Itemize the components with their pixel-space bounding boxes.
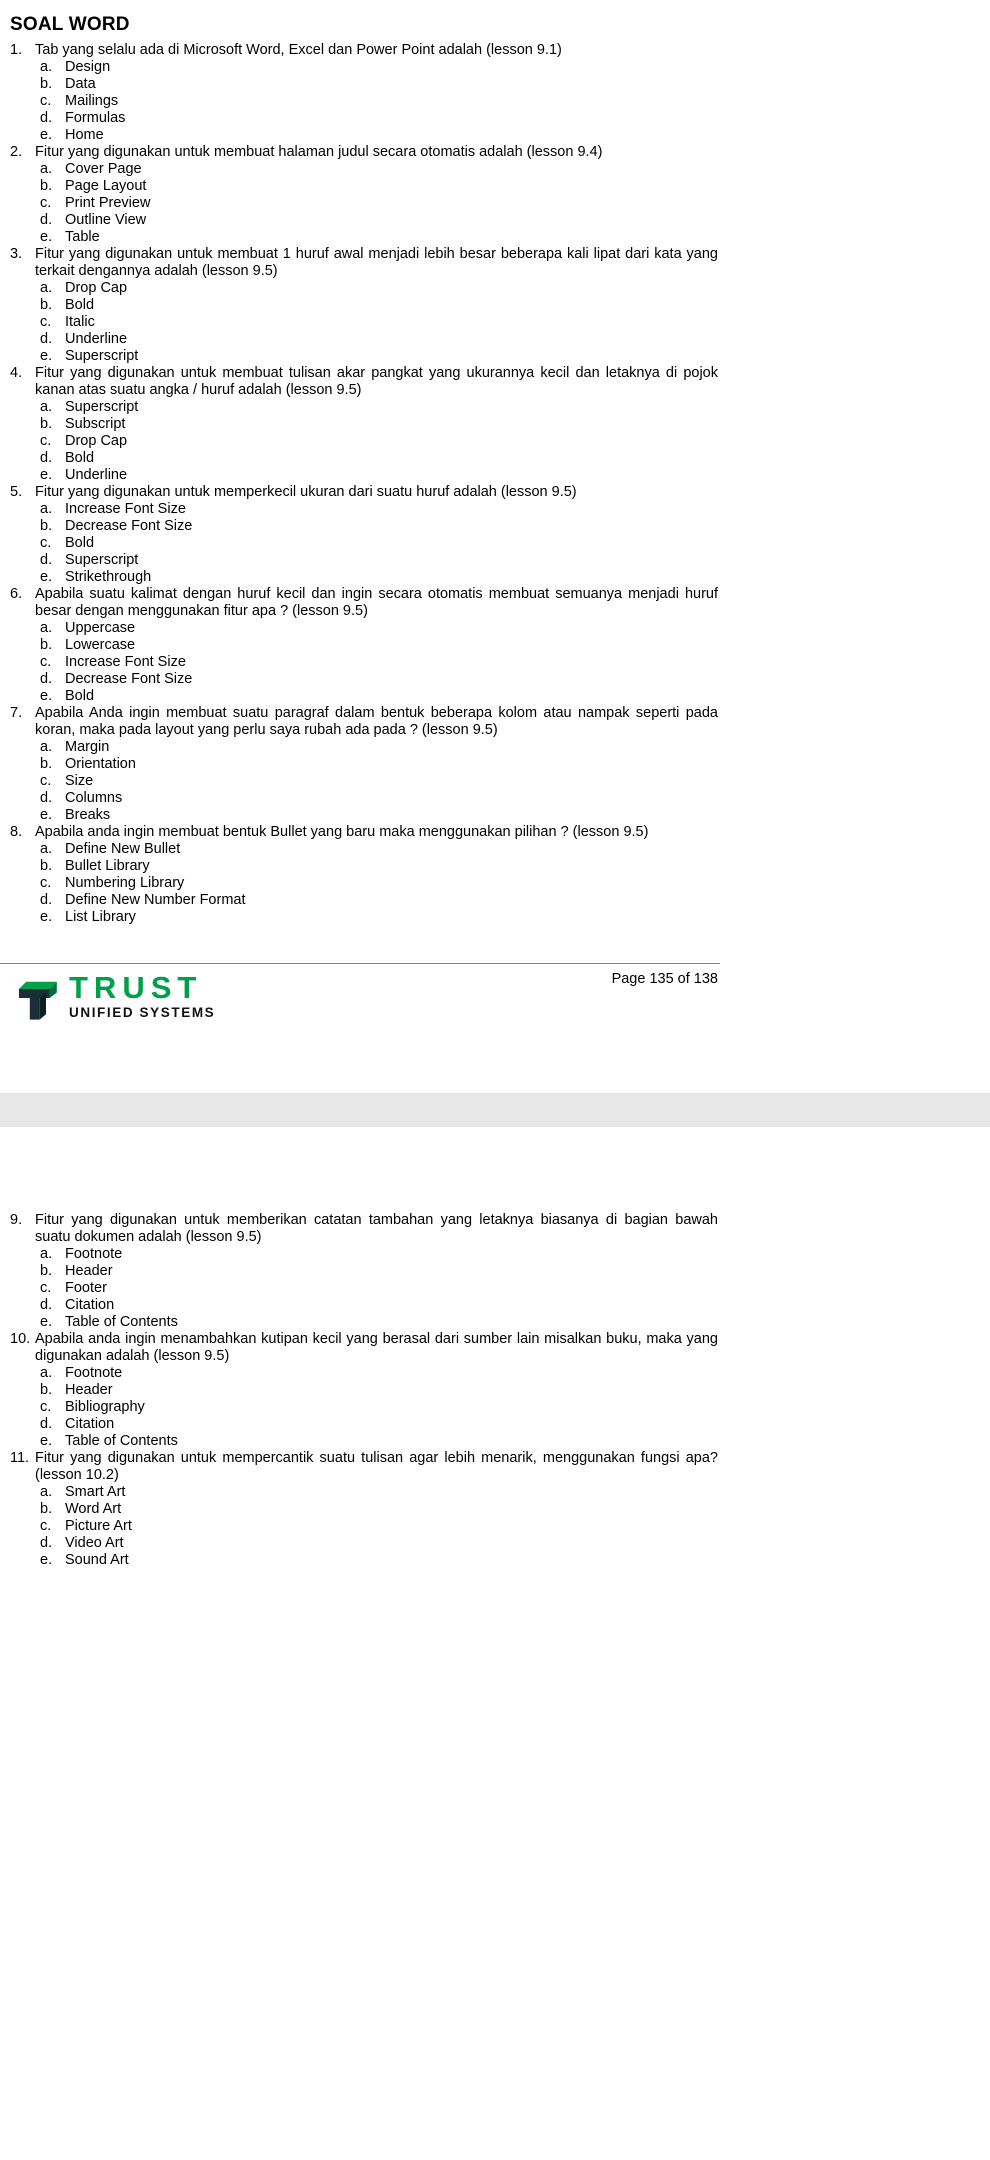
question — [10, 144, 718, 246]
question-number: 1. — [10, 42, 23, 58]
trust-logo-text — [69, 970, 215, 1020]
option-letter: c. — [40, 1518, 52, 1534]
option-item — [35, 399, 718, 416]
option-letter: d. — [40, 671, 53, 687]
option-letter: a. — [40, 501, 53, 517]
option-item — [35, 1297, 718, 1314]
question-body — [35, 246, 718, 365]
option-text: Table — [65, 229, 100, 245]
option-item — [35, 1433, 718, 1450]
page-title: SOAL WORD — [10, 14, 130, 35]
option-item — [35, 297, 718, 314]
option-text: Superscript — [65, 399, 139, 415]
option-letter: d. — [40, 552, 53, 568]
option-text: Design — [65, 59, 111, 75]
option-item — [35, 518, 718, 535]
option-text: Home — [65, 127, 104, 143]
option-text: Bold — [65, 688, 95, 704]
option-text: Bold — [65, 450, 95, 466]
option-letter: a. — [40, 161, 53, 177]
option-letter: c. — [40, 1399, 52, 1415]
question-body — [35, 1450, 718, 1569]
trust-cube-icon — [10, 970, 64, 1026]
option-letter: d. — [40, 892, 53, 908]
question — [10, 1450, 718, 1569]
option-item — [35, 1501, 718, 1518]
option-letter: b. — [40, 297, 53, 313]
option-item — [35, 1535, 718, 1552]
question — [10, 484, 718, 586]
option-text: Superscript — [65, 348, 139, 364]
option-text: Numbering Library — [65, 875, 185, 891]
option-letter: b. — [40, 1501, 53, 1517]
question-text: Fitur yang digunakan untuk membuat tulisan akar pangkat yang ukurannya kecil dan letaknya di pojok kanan atas suatu angka / huruf adalah (lesson 9.5) — [35, 365, 718, 398]
option-item — [35, 161, 718, 178]
option-letter: d. — [40, 110, 53, 126]
option-item — [35, 569, 718, 586]
option-item — [35, 212, 718, 229]
question — [10, 705, 718, 824]
option-letter: b. — [40, 518, 53, 534]
option-letter: d. — [40, 331, 53, 347]
option-text: Columns — [65, 790, 123, 806]
option-letter: b. — [40, 1382, 53, 1398]
option-text: Table of Contents — [65, 1433, 178, 1449]
question-text: Fitur yang digunakan untuk memperkecil ukuran dari suatu huruf adalah (lesson 9.5) — [35, 484, 577, 500]
option-letter: e. — [40, 807, 53, 823]
option-text: Footer — [65, 1280, 107, 1296]
question — [10, 365, 718, 484]
option-item — [35, 807, 718, 824]
question-number: 7. — [10, 705, 23, 721]
option-text: Word Art — [65, 1501, 122, 1517]
option-item — [35, 331, 718, 348]
option-text: Page Layout — [65, 178, 147, 194]
option-text: Header — [65, 1263, 113, 1279]
option-item — [35, 127, 718, 144]
question-body — [35, 824, 718, 926]
option-text: Footnote — [65, 1365, 123, 1381]
option-letter: e. — [40, 569, 53, 585]
option-letter: b. — [40, 1263, 53, 1279]
question-body — [35, 144, 718, 246]
option-item — [35, 433, 718, 450]
question-list-page-2 — [10, 1212, 718, 1569]
option-letter: c. — [40, 93, 52, 109]
question-body — [35, 1212, 718, 1331]
option-item — [35, 1382, 718, 1399]
option-text: Cover Page — [65, 161, 142, 177]
option-text: List Library — [65, 909, 136, 925]
option-text: Underline — [65, 467, 128, 483]
option-item — [35, 195, 718, 212]
option-letter: a. — [40, 841, 53, 857]
option-item — [35, 773, 718, 790]
option-list — [35, 161, 718, 246]
option-letter: d. — [40, 1535, 53, 1551]
question-text: Apabila anda ingin membuat bentuk Bullet yang baru maka menggunakan pilihan ? (lesson 9.5) — [35, 824, 649, 840]
question-number: 8. — [10, 824, 23, 840]
option-text: Sound Art — [65, 1552, 129, 1568]
option-letter: d. — [40, 1416, 53, 1432]
option-text: Decrease Font Size — [65, 518, 193, 534]
option-list — [35, 1365, 718, 1450]
option-item — [35, 1552, 718, 1569]
question-text: Fitur yang digunakan untuk memberikan catatan tambahan yang letaknya biasanya di bagian bawah suatu dokumen adalah (lesson 9.5) — [35, 1212, 718, 1245]
option-text: Breaks — [65, 807, 111, 823]
option-letter: b. — [40, 178, 53, 194]
option-text: Bibliography — [65, 1399, 145, 1415]
option-item — [35, 1263, 718, 1280]
option-letter: e. — [40, 688, 53, 704]
option-text: Underline — [65, 331, 128, 347]
question-text: Apabila Anda ingin membuat suatu paragraf dalam bentuk beberapa kolom atau nampak seperti pada koran, maka pada layout yang perlu saya rubah ada pada ? (lesson 9.5) — [35, 705, 718, 738]
option-letter: e. — [40, 909, 53, 925]
option-item — [35, 93, 718, 110]
option-item — [35, 790, 718, 807]
question-body — [35, 1331, 718, 1450]
option-text: Define New Bullet — [65, 841, 181, 857]
option-item — [35, 59, 718, 76]
option-text: Orientation — [65, 756, 136, 772]
option-letter: a. — [40, 1484, 53, 1500]
question-number: 5. — [10, 484, 23, 500]
option-letter: a. — [40, 280, 53, 296]
option-text: Citation — [65, 1416, 115, 1432]
option-item — [35, 1416, 718, 1433]
option-letter: c. — [40, 1280, 52, 1296]
option-item — [35, 875, 718, 892]
option-item — [35, 637, 718, 654]
option-letter: b. — [40, 76, 53, 92]
option-letter: d. — [40, 790, 53, 806]
option-text: Italic — [65, 314, 95, 330]
option-text: Print Preview — [65, 195, 151, 211]
option-letter: a. — [40, 739, 53, 755]
option-item — [35, 1314, 718, 1331]
question — [10, 246, 718, 365]
option-list — [35, 620, 718, 705]
question-text: Fitur yang digunakan untuk mempercantik suatu tulisan agar lebih menarik, menggunakan fungsi apa? (lesson 10.2) — [35, 1450, 718, 1483]
page-gap-divider — [0, 1093, 990, 1127]
option-text: Bold — [65, 297, 95, 313]
option-text: Picture Art — [65, 1518, 132, 1534]
option-letter: a. — [40, 399, 53, 415]
question-body — [35, 705, 718, 824]
option-letter: d. — [40, 212, 53, 228]
option-item — [35, 467, 718, 484]
question-number: 6. — [10, 586, 23, 602]
option-letter: e. — [40, 229, 53, 245]
option-item — [35, 756, 718, 773]
option-letter: b. — [40, 637, 53, 653]
option-list — [35, 59, 718, 144]
option-text: Table of Contents — [65, 1314, 178, 1330]
option-list — [35, 739, 718, 824]
option-text: Header — [65, 1382, 113, 1398]
option-text: Video Art — [65, 1535, 124, 1551]
option-list — [35, 1484, 718, 1569]
option-item — [35, 450, 718, 467]
option-letter: c. — [40, 875, 52, 891]
option-list — [35, 841, 718, 926]
question-number: 3. — [10, 246, 23, 262]
option-letter: c. — [40, 195, 52, 211]
option-item — [35, 841, 718, 858]
option-text: Citation — [65, 1297, 115, 1313]
question-number: 11. — [10, 1450, 30, 1466]
option-letter: c. — [40, 535, 52, 551]
page-footer — [0, 963, 720, 1048]
option-letter: b. — [40, 756, 53, 772]
option-text: Bullet Library — [65, 858, 150, 874]
option-text: Strikethrough — [65, 569, 152, 585]
option-list — [35, 399, 718, 484]
option-item — [35, 654, 718, 671]
option-item — [35, 76, 718, 93]
option-item — [35, 178, 718, 195]
option-item — [35, 1518, 718, 1535]
option-letter: a. — [40, 59, 53, 75]
option-item — [35, 858, 718, 875]
option-letter: e. — [40, 1314, 53, 1330]
option-item — [35, 280, 718, 297]
question-text: Fitur yang digunakan untuk membuat halaman judul secara otomatis adalah (lesson 9.4) — [35, 144, 603, 160]
question-text: Fitur yang digunakan untuk membuat 1 huruf awal menjadi lebih besar beberapa kali lipat dari kata yang terkait dengannya adalah (lesson 9.5) — [35, 246, 718, 279]
option-text: Uppercase — [65, 620, 136, 636]
option-text: Footnote — [65, 1246, 123, 1262]
option-text: Increase Font Size — [65, 654, 186, 670]
option-letter: c. — [40, 654, 52, 670]
option-text: Mailings — [65, 93, 119, 109]
option-item — [35, 688, 718, 705]
option-letter: c. — [40, 773, 52, 789]
option-item — [35, 1246, 718, 1263]
question-number: 9. — [10, 1212, 23, 1228]
question — [10, 1331, 718, 1450]
option-letter: a. — [40, 620, 53, 636]
option-letter: a. — [40, 1365, 53, 1381]
option-item — [35, 110, 718, 127]
option-text: Define New Number Format — [65, 892, 246, 908]
option-item — [35, 1484, 718, 1501]
option-item — [35, 1365, 718, 1382]
question-list-page-1 — [10, 42, 718, 926]
option-item — [35, 229, 718, 246]
trust-brand-wordmark: TRUST — [69, 970, 203, 1005]
option-list — [35, 280, 718, 365]
question-body — [35, 484, 718, 586]
option-text: Increase Font Size — [65, 501, 186, 517]
option-letter: e. — [40, 1552, 53, 1568]
option-item — [35, 552, 718, 569]
option-letter: b. — [40, 858, 53, 874]
question-text: Apabila anda ingin menambahkan kutipan kecil yang berasal dari sumber lain misalkan buku, maka yang digunakan adalah (lesson 9.5) — [35, 1331, 718, 1364]
page-number-label: Page 135 of 138 — [611, 971, 718, 987]
option-text: Drop Cap — [65, 433, 128, 449]
option-item — [35, 314, 718, 331]
question — [10, 824, 718, 926]
question-text: Apabila suatu kalimat dengan huruf kecil dan ingin secara otomatis membuat semuanya menjadi huruf besar dengan menggunakan fitur apa ? (lesson 9.5) — [35, 586, 718, 619]
option-item — [35, 909, 718, 926]
option-list — [35, 501, 718, 586]
document-page-2 — [0, 1127, 990, 2160]
question — [10, 586, 718, 705]
option-text: Drop Cap — [65, 280, 128, 296]
option-letter: e. — [40, 467, 53, 483]
option-letter: b. — [40, 416, 53, 432]
option-text: Subscript — [65, 416, 126, 432]
option-item — [35, 501, 718, 518]
option-text: Decrease Font Size — [65, 671, 193, 687]
option-text: Size — [65, 773, 94, 789]
option-letter: a. — [40, 1246, 53, 1262]
option-text: Margin — [65, 739, 110, 755]
option-item — [35, 416, 718, 433]
option-text: Formulas — [65, 110, 126, 126]
trust-logo-subtitle: UNIFIED SYSTEMS — [69, 1005, 216, 1020]
option-item — [35, 739, 718, 756]
option-text: Bold — [65, 535, 95, 551]
option-letter: e. — [40, 1433, 53, 1449]
option-list — [35, 1246, 718, 1331]
option-item — [35, 1399, 718, 1416]
option-letter: d. — [40, 450, 53, 466]
option-letter: e. — [40, 127, 53, 143]
option-item — [35, 620, 718, 637]
option-text: Superscript — [65, 552, 139, 568]
question-body — [35, 586, 718, 705]
option-text: Outline View — [65, 212, 147, 228]
question — [10, 42, 718, 144]
option-text: Lowercase — [65, 637, 136, 653]
option-text: Smart Art — [65, 1484, 126, 1500]
option-item — [35, 1280, 718, 1297]
option-item — [35, 671, 718, 688]
option-item — [35, 892, 718, 909]
option-item — [35, 348, 718, 365]
option-letter: e. — [40, 348, 53, 364]
question-body — [35, 42, 718, 144]
option-letter: c. — [40, 433, 52, 449]
option-letter: c. — [40, 314, 52, 330]
question-body — [35, 365, 718, 484]
question-text: Tab yang selalu ada di Microsoft Word, Excel dan Power Point adalah (lesson 9.1) — [35, 42, 562, 58]
option-letter: d. — [40, 1297, 53, 1313]
question-number: 10. — [10, 1331, 31, 1347]
question-number: 2. — [10, 144, 23, 160]
question — [10, 1212, 718, 1331]
option-text: Data — [65, 76, 96, 92]
option-item — [35, 535, 718, 552]
question-number: 4. — [10, 365, 23, 381]
